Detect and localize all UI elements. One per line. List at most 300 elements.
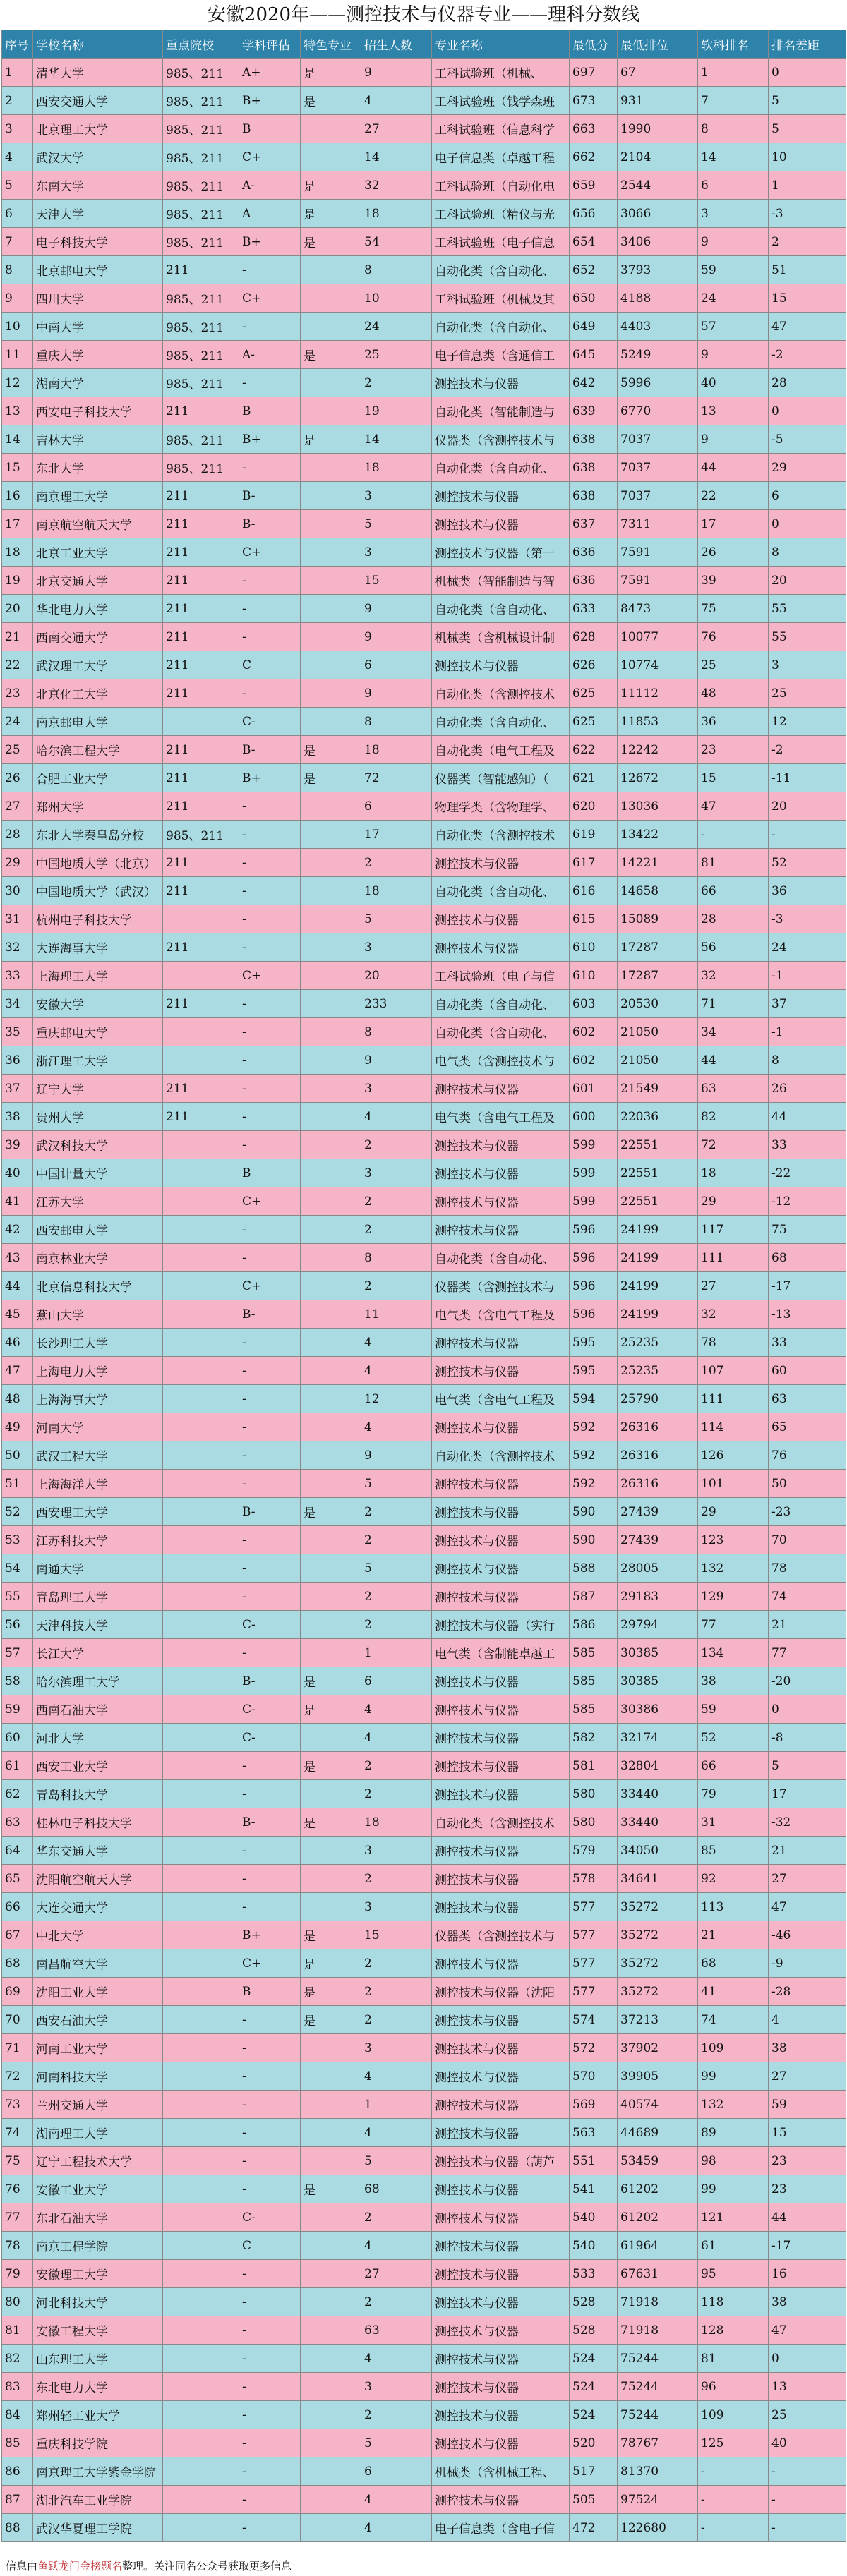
- cell-discipline-rating: -: [239, 2288, 301, 2316]
- cell-min-rank: 61202: [618, 2203, 698, 2232]
- cell-key-school: 211: [163, 567, 239, 595]
- cell-min-rank: 39905: [618, 2062, 698, 2091]
- cell-min-score: 654: [570, 228, 618, 256]
- header-enrollment: 招生人数: [361, 30, 432, 59]
- cell-key-school: [163, 1667, 239, 1695]
- cell-enrollment: 32: [361, 171, 432, 200]
- cell-min-score: 659: [570, 171, 618, 200]
- cell-school: 东北大学: [33, 454, 163, 482]
- cell-ruanke-rank: 79: [698, 1780, 769, 1808]
- cell-featured-major: 是: [301, 87, 361, 115]
- table-row: [2, 2147, 846, 2175]
- cell-rank-gap: 78: [769, 1554, 846, 1583]
- cell-key-school: 985、211: [163, 821, 239, 849]
- cell-index: 86: [2, 2457, 33, 2486]
- cell-discipline-rating: A-: [239, 341, 301, 369]
- cell-major-name: 测控技术与仪器: [432, 1470, 570, 1498]
- cell-index: 52: [2, 1498, 33, 1526]
- cell-index: 41: [2, 1187, 33, 1216]
- cell-min-rank: 30385: [618, 1667, 698, 1695]
- cell-major-name: 自动化类（含自动化、: [432, 877, 570, 905]
- cell-major-name: 测控技术与仪器: [432, 1949, 570, 1978]
- cell-rank-gap: -: [769, 2514, 846, 2542]
- table-row: [2, 1244, 846, 1272]
- cell-major-name: 电气类（含电气工程及: [432, 1300, 570, 1329]
- cell-featured-major: [301, 2147, 361, 2175]
- table-row: [2, 1329, 846, 1357]
- table-row: [2, 567, 846, 595]
- cell-min-score: 582: [570, 1724, 618, 1752]
- cell-ruanke-rank: 111: [698, 1385, 769, 1413]
- cell-major-name: 自动化类（含自动化、: [432, 708, 570, 736]
- table-row: [2, 171, 846, 200]
- cell-featured-major: 是: [301, 1752, 361, 1780]
- cell-min-rank: 14658: [618, 877, 698, 905]
- cell-rank-gap: 60: [769, 1357, 846, 1385]
- cell-enrollment: 5: [361, 2147, 432, 2175]
- cell-school: 北京理工大学: [33, 115, 163, 143]
- cell-key-school: [163, 1921, 239, 1949]
- cell-min-score: 599: [570, 1159, 618, 1187]
- cell-min-score: 610: [570, 933, 618, 962]
- cell-min-rank: 75244: [618, 2345, 698, 2373]
- cell-discipline-rating: -: [239, 1526, 301, 1554]
- table-row: [2, 1075, 846, 1103]
- cell-min-rank: 32174: [618, 1724, 698, 1752]
- cell-min-score: 656: [570, 200, 618, 228]
- cell-major-name: 测控技术与仪器: [432, 2345, 570, 2373]
- cell-major-name: 电气类（含制能卓越工: [432, 1639, 570, 1667]
- table-row: [2, 1103, 846, 1131]
- cell-enrollment: 2: [361, 1611, 432, 1639]
- cell-discipline-rating: B-: [239, 736, 301, 764]
- cell-rank-gap: 0: [769, 59, 846, 87]
- cell-school: 安徽理工大学: [33, 2260, 163, 2288]
- cell-index: 36: [2, 1046, 33, 1075]
- cell-enrollment: 4: [361, 2232, 432, 2260]
- cell-featured-major: [301, 623, 361, 651]
- table-row: [2, 2316, 846, 2345]
- cell-featured-major: [301, 1780, 361, 1808]
- cell-discipline-rating: -: [239, 2457, 301, 2486]
- cell-school: 东北大学秦皇岛分校: [33, 821, 163, 849]
- cell-key-school: [163, 1893, 239, 1921]
- header-featured-major: 特色专业: [301, 30, 361, 59]
- cell-featured-major: 是: [301, 341, 361, 369]
- cell-school: 西安理工大学: [33, 1498, 163, 1526]
- cell-school: 湖南理工大学: [33, 2119, 163, 2147]
- cell-rank-gap: 0: [769, 510, 846, 538]
- cell-major-name: 测控技术与仪器: [432, 1752, 570, 1780]
- cell-index: 49: [2, 1413, 33, 1441]
- cell-school: 青岛理工大学: [33, 1583, 163, 1611]
- cell-min-score: 578: [570, 1865, 618, 1893]
- cell-featured-major: [301, 2373, 361, 2401]
- cell-index: 7: [2, 228, 33, 256]
- cell-enrollment: 5: [361, 905, 432, 933]
- cell-school: 辽宁大学: [33, 1075, 163, 1103]
- cell-ruanke-rank: 125: [698, 2429, 769, 2457]
- cell-index: 40: [2, 1159, 33, 1187]
- cell-ruanke-rank: 77: [698, 1611, 769, 1639]
- cell-min-rank: 15089: [618, 905, 698, 933]
- cell-discipline-rating: -: [239, 2119, 301, 2147]
- cell-rank-gap: 17: [769, 1780, 846, 1808]
- cell-ruanke-rank: 23: [698, 736, 769, 764]
- cell-min-rank: 81370: [618, 2457, 698, 2486]
- table-row: [2, 764, 846, 792]
- cell-rank-gap: 21: [769, 1611, 846, 1639]
- cell-min-rank: 11853: [618, 708, 698, 736]
- cell-discipline-rating: -: [239, 877, 301, 905]
- cell-school: 湖南大学: [33, 369, 163, 397]
- cell-major-name: 测控技术与仪器: [432, 1216, 570, 1244]
- cell-featured-major: [301, 905, 361, 933]
- cell-ruanke-rank: 113: [698, 1893, 769, 1921]
- cell-index: 61: [2, 1752, 33, 1780]
- table-row: [2, 2345, 846, 2373]
- cell-rank-gap: 5: [769, 87, 846, 115]
- cell-min-score: 649: [570, 313, 618, 341]
- cell-school: 南通大学: [33, 1554, 163, 1583]
- cell-ruanke-rank: 129: [698, 1583, 769, 1611]
- cell-school: 西安石油大学: [33, 2006, 163, 2034]
- table-row: [2, 962, 846, 990]
- cell-enrollment: 68: [361, 2175, 432, 2203]
- cell-rank-gap: -: [769, 2457, 846, 2486]
- table-row: [2, 538, 846, 567]
- cell-discipline-rating: C+: [239, 143, 301, 171]
- cell-discipline-rating: B: [239, 1978, 301, 2006]
- cell-min-score: 697: [570, 59, 618, 87]
- cell-enrollment: 14: [361, 425, 432, 454]
- cell-min-score: 652: [570, 256, 618, 284]
- cell-key-school: [163, 1978, 239, 2006]
- cell-featured-major: [301, 482, 361, 510]
- cell-ruanke-rank: 6: [698, 171, 769, 200]
- cell-index: 46: [2, 1329, 33, 1357]
- cell-discipline-rating: -: [239, 2260, 301, 2288]
- table-row: [2, 510, 846, 538]
- cell-school: 河南工业大学: [33, 2034, 163, 2062]
- cell-index: 12: [2, 369, 33, 397]
- cell-major-name: 仪器类（含测控技术与: [432, 1272, 570, 1300]
- cell-enrollment: 8: [361, 256, 432, 284]
- cell-rank-gap: 44: [769, 1103, 846, 1131]
- table-row: [2, 2034, 846, 2062]
- cell-school: 沈阳工业大学: [33, 1978, 163, 2006]
- cell-min-score: 596: [570, 1216, 618, 1244]
- cell-major-name: 测控技术与仪器: [432, 2316, 570, 2345]
- cell-enrollment: 2: [361, 1583, 432, 1611]
- cell-index: 70: [2, 2006, 33, 2034]
- cell-ruanke-rank: 66: [698, 1752, 769, 1780]
- cell-enrollment: 2: [361, 849, 432, 877]
- cell-enrollment: 4: [361, 1724, 432, 1752]
- cell-featured-major: [301, 1357, 361, 1385]
- cell-min-rank: 27439: [618, 1526, 698, 1554]
- cell-enrollment: 2: [361, 2288, 432, 2316]
- cell-school: 武汉大学: [33, 143, 163, 171]
- header-row: [2, 30, 846, 59]
- cell-enrollment: 3: [361, 482, 432, 510]
- cell-featured-major: [301, 651, 361, 679]
- cell-major-name: 测控技术与仪器: [432, 2034, 570, 2062]
- cell-discipline-rating: B-: [239, 1808, 301, 1837]
- cell-major-name: 测控技术与仪器: [432, 1695, 570, 1724]
- cell-major-name: 测控技术与仪器: [432, 2203, 570, 2232]
- cell-discipline-rating: A-: [239, 171, 301, 200]
- cell-min-score: 602: [570, 1018, 618, 1046]
- cell-ruanke-rank: 31: [698, 1808, 769, 1837]
- cell-key-school: [163, 1413, 239, 1441]
- cell-min-score: 662: [570, 143, 618, 171]
- cell-school: 四川大学: [33, 284, 163, 313]
- cell-min-score: 615: [570, 905, 618, 933]
- cell-key-school: 985、211: [163, 200, 239, 228]
- table-row: [2, 2457, 846, 2486]
- cell-min-score: 570: [570, 2062, 618, 2091]
- cell-min-rank: 25790: [618, 1385, 698, 1413]
- cell-min-rank: 7037: [618, 425, 698, 454]
- cell-key-school: [163, 1695, 239, 1724]
- cell-enrollment: 2: [361, 1949, 432, 1978]
- cell-ruanke-rank: 40: [698, 369, 769, 397]
- cell-featured-major: [301, 1554, 361, 1583]
- cell-min-score: 617: [570, 849, 618, 877]
- cell-rank-gap: 55: [769, 623, 846, 651]
- cell-school: 安徽大学: [33, 990, 163, 1018]
- table-row: [2, 736, 846, 764]
- cell-discipline-rating: B+: [239, 228, 301, 256]
- cell-major-name: 测控技术与仪器: [432, 2486, 570, 2514]
- cell-index: 51: [2, 1470, 33, 1498]
- cell-featured-major: [301, 2260, 361, 2288]
- table-row: [2, 1159, 846, 1187]
- cell-rank-gap: -28: [769, 1978, 846, 2006]
- cell-min-score: 590: [570, 1526, 618, 1554]
- cell-key-school: [163, 2175, 239, 2203]
- cell-min-rank: 24199: [618, 1216, 698, 1244]
- cell-major-name: 工科试验班（机械、: [432, 59, 570, 87]
- cell-major-name: 自动化类（含测控技术: [432, 679, 570, 708]
- cell-index: 2: [2, 87, 33, 115]
- cell-ruanke-rank: 57: [698, 313, 769, 341]
- cell-school: 东北石油大学: [33, 2203, 163, 2232]
- cell-key-school: [163, 1046, 239, 1075]
- cell-enrollment: 6: [361, 651, 432, 679]
- cell-featured-major: [301, 1300, 361, 1329]
- cell-rank-gap: 3: [769, 651, 846, 679]
- cell-enrollment: 2: [361, 2401, 432, 2429]
- cell-enrollment: 63: [361, 2316, 432, 2345]
- cell-enrollment: 4: [361, 1413, 432, 1441]
- cell-discipline-rating: -: [239, 1018, 301, 1046]
- cell-discipline-rating: -: [239, 1413, 301, 1441]
- cell-rank-gap: 10: [769, 143, 846, 171]
- cell-featured-major: [301, 510, 361, 538]
- cell-min-rank: 7311: [618, 510, 698, 538]
- cell-discipline-rating: B-: [239, 1300, 301, 1329]
- cell-index: 87: [2, 2486, 33, 2514]
- cell-discipline-rating: -: [239, 454, 301, 482]
- header-index: 序号: [2, 30, 33, 59]
- cell-min-score: 621: [570, 764, 618, 792]
- cell-school: 西安电子科技大学: [33, 397, 163, 425]
- cell-major-name: 电子信息类（含通信工: [432, 341, 570, 369]
- cell-major-name: 测控技术与仪器: [432, 2288, 570, 2316]
- cell-school: 西安工业大学: [33, 1752, 163, 1780]
- cell-index: 42: [2, 1216, 33, 1244]
- cell-index: 78: [2, 2232, 33, 2260]
- cell-min-score: 472: [570, 2514, 618, 2542]
- cell-featured-major: [301, 1075, 361, 1103]
- cell-discipline-rating: -: [239, 567, 301, 595]
- cell-featured-major: [301, 397, 361, 425]
- cell-discipline-rating: A+: [239, 59, 301, 87]
- cell-index: 39: [2, 1131, 33, 1159]
- cell-major-name: 测控技术与仪器（沈阳: [432, 1978, 570, 2006]
- cell-min-score: 577: [570, 1893, 618, 1921]
- cell-featured-major: [301, 1526, 361, 1554]
- table-row: [2, 1498, 846, 1526]
- footer-source-name: 鱼跃龙门金榜题名: [37, 2560, 123, 2572]
- cell-min-rank: 3793: [618, 256, 698, 284]
- cell-ruanke-rank: 117: [698, 1216, 769, 1244]
- cell-min-rank: 61964: [618, 2232, 698, 2260]
- cell-min-rank: 35272: [618, 1949, 698, 1978]
- cell-ruanke-rank: 15: [698, 764, 769, 792]
- cell-major-name: 电子信息类（卓越工程: [432, 143, 570, 171]
- cell-min-score: 577: [570, 1978, 618, 2006]
- cell-major-name: 测控技术与仪器: [432, 482, 570, 510]
- cell-index: 29: [2, 849, 33, 877]
- cell-enrollment: 9: [361, 59, 432, 87]
- cell-enrollment: 8: [361, 708, 432, 736]
- cell-discipline-rating: B-: [239, 510, 301, 538]
- cell-rank-gap: 15: [769, 2119, 846, 2147]
- cell-enrollment: 4: [361, 2119, 432, 2147]
- table-row: [2, 2119, 846, 2147]
- cell-ruanke-rank: 9: [698, 228, 769, 256]
- cell-discipline-rating: C+: [239, 1949, 301, 1978]
- cell-key-school: [163, 1808, 239, 1837]
- footer-note: [6, 2558, 292, 2573]
- cell-rank-gap: 23: [769, 2147, 846, 2175]
- cell-ruanke-rank: -: [698, 2514, 769, 2542]
- header-min-score: 最低分: [570, 30, 618, 59]
- cell-min-score: 633: [570, 595, 618, 623]
- cell-discipline-rating: -: [239, 2345, 301, 2373]
- cell-min-rank: 67: [618, 59, 698, 87]
- cell-discipline-rating: B-: [239, 482, 301, 510]
- cell-major-name: 自动化类（含自动化、: [432, 454, 570, 482]
- cell-min-score: 574: [570, 2006, 618, 2034]
- cell-featured-major: 是: [301, 2006, 361, 2034]
- cell-school: 北京工业大学: [33, 538, 163, 567]
- cell-min-rank: 32804: [618, 1752, 698, 1780]
- cell-ruanke-rank: 78: [698, 1329, 769, 1357]
- cell-index: 85: [2, 2429, 33, 2457]
- cell-school: 武汉工程大学: [33, 1441, 163, 1470]
- cell-enrollment: 5: [361, 1470, 432, 1498]
- cell-min-score: 673: [570, 87, 618, 115]
- table-row: [2, 1667, 846, 1695]
- cell-major-name: 物理学类（含物理学、: [432, 792, 570, 821]
- cell-key-school: 211: [163, 1103, 239, 1131]
- cell-major-name: 自动化类（智能制造与: [432, 397, 570, 425]
- cell-key-school: 211: [163, 736, 239, 764]
- table-row: [2, 1131, 846, 1159]
- cell-featured-major: 是: [301, 2175, 361, 2203]
- cell-major-name: 测控技术与仪器: [432, 2401, 570, 2429]
- cell-discipline-rating: C-: [239, 2203, 301, 2232]
- cell-min-score: 585: [570, 1639, 618, 1667]
- cell-index: 74: [2, 2119, 33, 2147]
- cell-index: 24: [2, 708, 33, 736]
- cell-min-rank: 22036: [618, 1103, 698, 1131]
- table-row: [2, 425, 846, 454]
- table-row: [2, 2288, 846, 2316]
- cell-discipline-rating: -: [239, 623, 301, 651]
- cell-discipline-rating: -: [239, 1837, 301, 1865]
- cell-min-rank: 28005: [618, 1554, 698, 1583]
- cell-rank-gap: 36: [769, 877, 846, 905]
- cell-featured-major: [301, 1893, 361, 1921]
- cell-min-rank: 40574: [618, 2091, 698, 2119]
- cell-ruanke-rank: 26: [698, 538, 769, 567]
- cell-key-school: [163, 1018, 239, 1046]
- cell-featured-major: [301, 2429, 361, 2457]
- cell-rank-gap: 63: [769, 1385, 846, 1413]
- cell-discipline-rating: -: [239, 2006, 301, 2034]
- table-row: [2, 821, 846, 849]
- cell-ruanke-rank: 28: [698, 905, 769, 933]
- cell-min-score: 580: [570, 1780, 618, 1808]
- cell-enrollment: 1: [361, 1639, 432, 1667]
- cell-rank-gap: 47: [769, 313, 846, 341]
- cell-enrollment: 2: [361, 369, 432, 397]
- cell-featured-major: 是: [301, 59, 361, 87]
- cell-index: 59: [2, 1695, 33, 1724]
- cell-rank-gap: -13: [769, 1300, 846, 1329]
- cell-key-school: [163, 1752, 239, 1780]
- cell-min-score: 637: [570, 510, 618, 538]
- cell-key-school: [163, 1724, 239, 1752]
- cell-featured-major: [301, 1470, 361, 1498]
- cell-featured-major: [301, 369, 361, 397]
- table-row: [2, 1949, 846, 1978]
- cell-key-school: [163, 2486, 239, 2514]
- table-row: [2, 1018, 846, 1046]
- cell-rank-gap: 0: [769, 1695, 846, 1724]
- cell-school: 北京交通大学: [33, 567, 163, 595]
- cell-index: 14: [2, 425, 33, 454]
- cell-featured-major: [301, 115, 361, 143]
- cell-enrollment: 18: [361, 736, 432, 764]
- score-table: [1, 30, 846, 2542]
- cell-index: 8: [2, 256, 33, 284]
- cell-min-score: 599: [570, 1131, 618, 1159]
- cell-enrollment: 19: [361, 397, 432, 425]
- header-school: 学校名称: [33, 30, 163, 59]
- cell-index: 17: [2, 510, 33, 538]
- cell-key-school: [163, 1300, 239, 1329]
- table-row: [2, 2091, 846, 2119]
- table-row: [2, 1780, 846, 1808]
- cell-min-rank: 24199: [618, 1244, 698, 1272]
- cell-major-name: 测控技术与仪器: [432, 1329, 570, 1357]
